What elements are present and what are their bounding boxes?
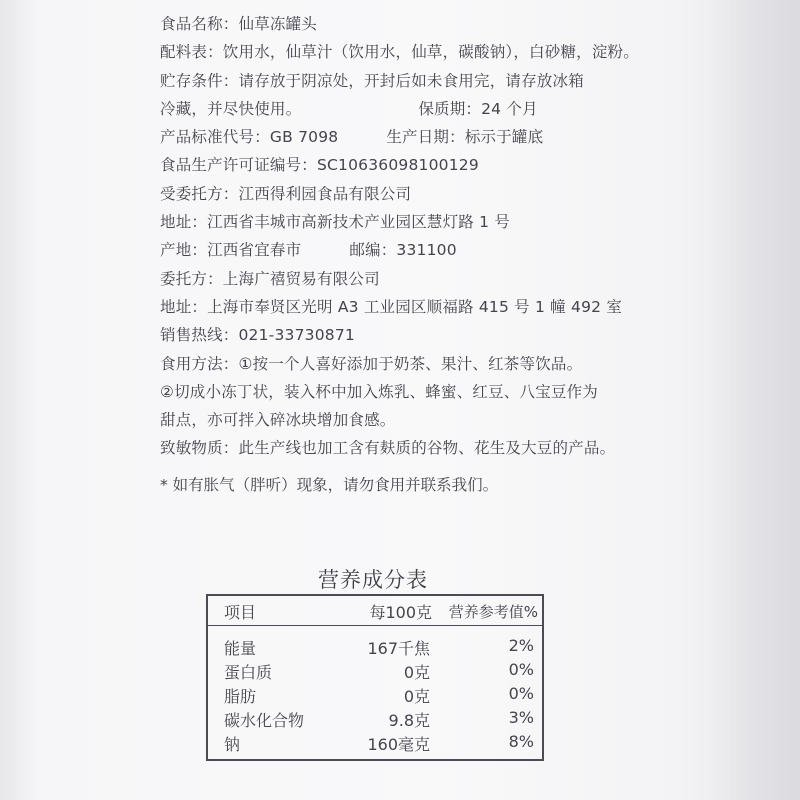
row-name: 能量 <box>224 639 257 658</box>
product-label-text <box>160 10 760 499</box>
hotline-line: 销售热线：021-33730871 <box>160 326 355 345</box>
nutrition-row-energy <box>208 635 542 659</box>
header-item: 项目 <box>224 603 257 622</box>
usage-line-1: 食用方法：①按一个人喜好添加于奶茶、果汁、红茶等饮品。 <box>160 354 583 373</box>
origin-line <box>160 236 760 264</box>
row-nrv: 3% <box>508 708 534 727</box>
row-nrv: 2% <box>508 636 534 655</box>
shelf-life: 保质期：24 个月 <box>418 99 538 118</box>
license-line: 食品生产许可证编号：SC10636098100129 <box>160 156 479 175</box>
nutrition-row-carbohydrate <box>208 707 542 731</box>
production-date: 生产日期：标示于罐底 <box>386 128 544 147</box>
nutrition-table-header <box>208 596 542 626</box>
nutrition-row-sodium <box>208 731 542 755</box>
row-value: 167千焦 <box>367 639 430 658</box>
product-name-line: 食品名称：仙草冻罐头 <box>160 15 318 33</box>
row-nrv: 0% <box>508 684 534 703</box>
standard-code: 产品标准代号：GB 7098 <box>160 128 339 147</box>
row-value: 0克 <box>403 663 430 682</box>
header-nrv: 营养参考值% <box>448 603 538 621</box>
storage-line-2 <box>160 95 760 123</box>
allergen-line: 致敏物质：此生产线也加工含有麸质的谷物、花生及大豆的产品。 <box>160 439 616 458</box>
row-value: 0克 <box>403 687 430 706</box>
nutrition-table-title: 营养成分表 <box>318 568 428 592</box>
storage-continued: 冷藏，并尽快使用。 <box>160 99 302 118</box>
header-per-100g: 每100克 <box>369 603 432 622</box>
origin: 产地：江西省宜春市 <box>160 241 302 260</box>
row-value: 160毫克 <box>367 735 430 754</box>
usage-line-2: ②切成小冻丁状，装入杯中加入炼乳、蜂蜜、红豆、八宝豆作为 <box>160 382 598 401</box>
row-name: 钠 <box>224 735 241 754</box>
can-left-edge-shading <box>0 0 40 800</box>
nutrition-row-fat <box>208 683 542 707</box>
manufacturer-address-line: 地址：江西省丰城市高新技术产业园区慧灯路 1 号 <box>160 213 511 232</box>
row-name: 蛋白质 <box>224 663 273 682</box>
manufacturer-line: 受委托方：江西得利园食品有限公司 <box>160 184 412 203</box>
row-name: 脂肪 <box>224 687 257 706</box>
client-address-line: 地址：上海市奉贤区光明 A3 工业园区顺福路 415 号 1 幢 492 室 <box>160 297 623 316</box>
nutrition-row-protein <box>208 659 542 683</box>
row-name: 碳水化合物 <box>224 711 305 730</box>
row-value: 9.8克 <box>388 711 430 730</box>
postcode: 邮编：331100 <box>349 241 457 260</box>
standard-code-line <box>160 123 760 151</box>
ingredients-line: 配料表：饮用水，仙草汁（饮用水，仙草，碳酸钠），白砂糖，淀粉。 <box>160 43 639 62</box>
nutrition-table <box>206 594 544 761</box>
client-line: 委托方：上海广禧贸易有限公司 <box>160 269 380 288</box>
usage-line-3: 甜点，亦可拌入碎冰块增加食感。 <box>160 411 396 430</box>
row-nrv: 0% <box>508 660 534 679</box>
bloating-warning: * 如有胀气（胖听）现象，请勿食用并联系我们。 <box>160 475 499 494</box>
row-nrv: 8% <box>508 732 534 751</box>
storage-line: 贮存条件：请存放于阴凉处，开封后如未食用完，请存放冰箱 <box>160 71 584 90</box>
